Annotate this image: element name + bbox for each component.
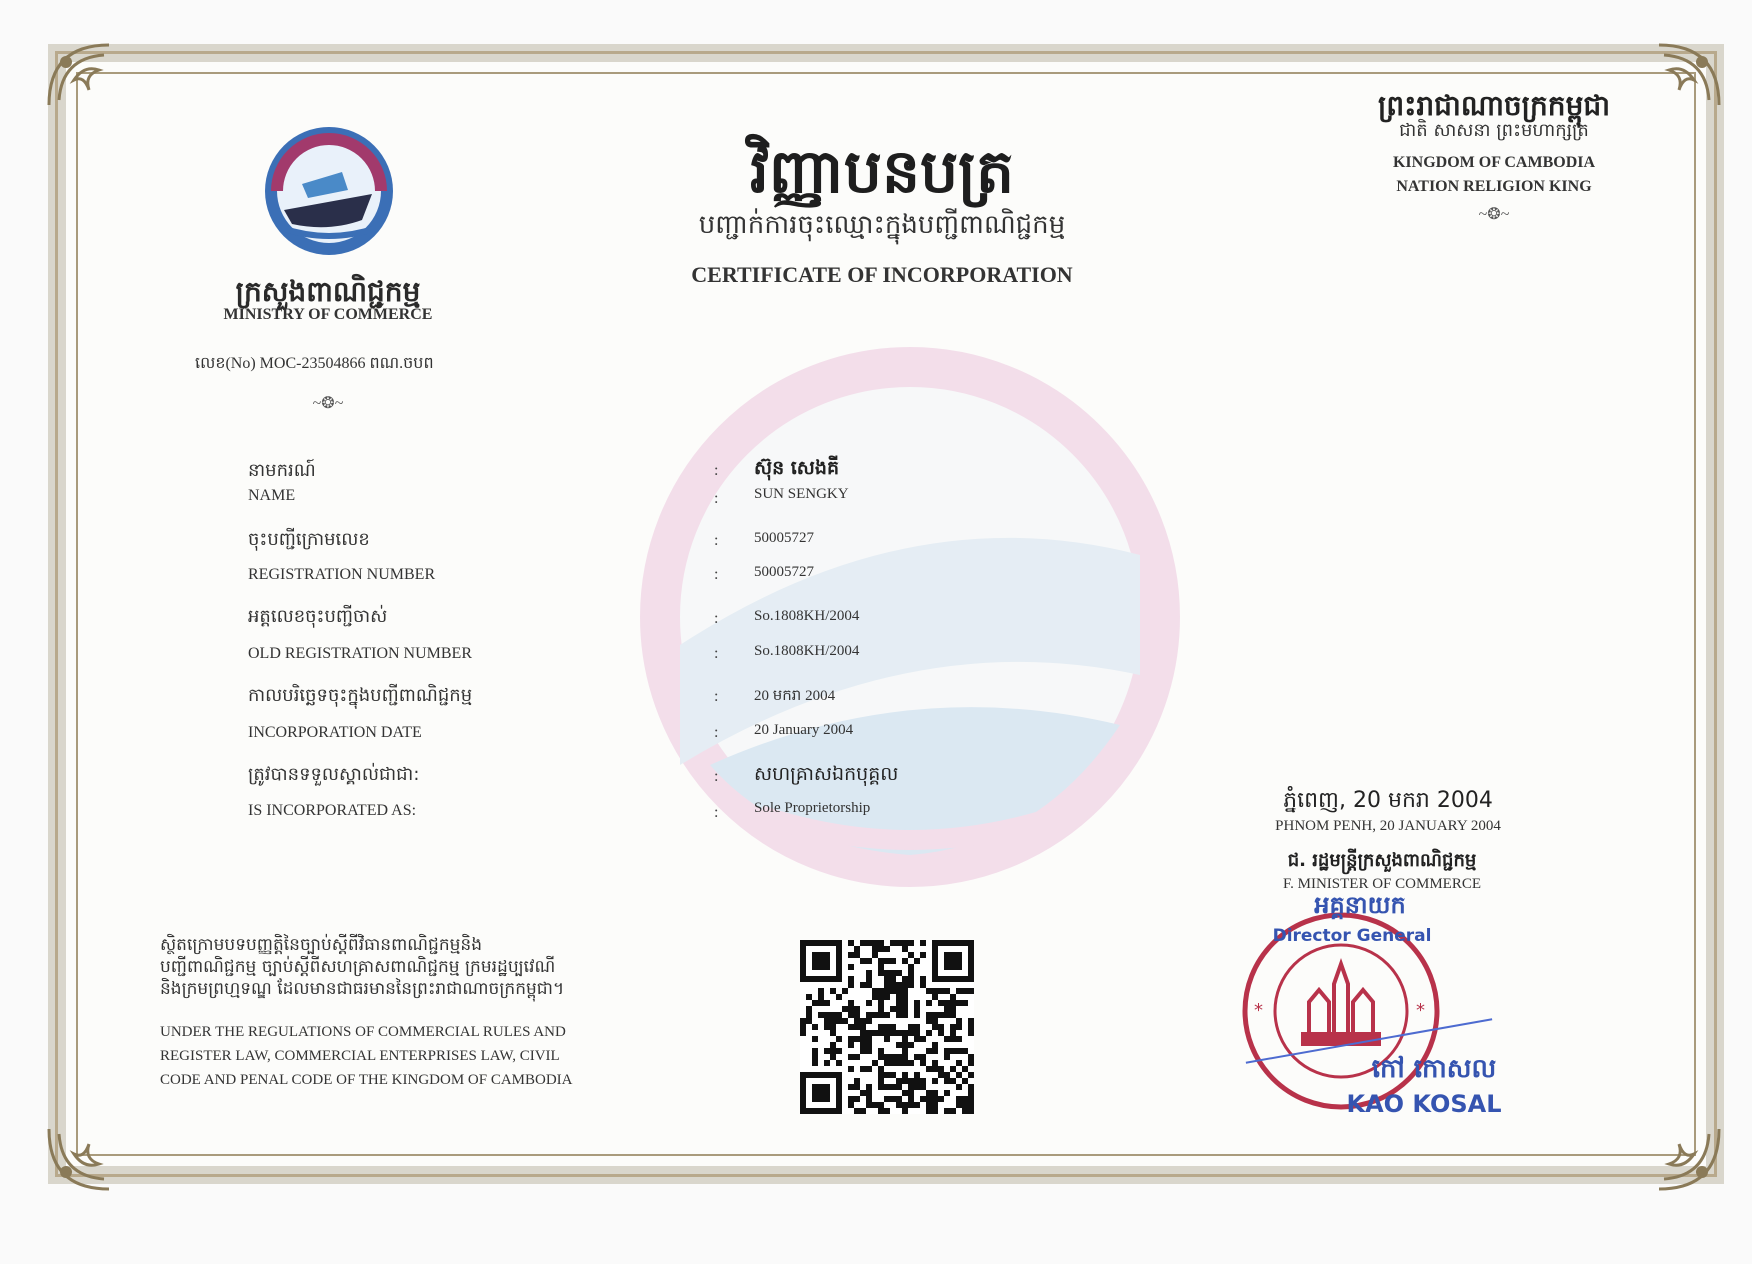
- minister-title-en: F. MINISTER OF COMMERCE: [1283, 876, 1481, 892]
- svg-text:*: *: [1254, 1000, 1263, 1021]
- certificate-subtitle-kh: បញ្ជាក់ការចុះឈ្មោះក្នុងបញ្ជីពាណិជ្ជកម្ម: [698, 210, 1066, 240]
- law-en-line: UNDER THE REGULATIONS OF COMMERCIAL RULES AND: [160, 1024, 566, 1040]
- kingdom-motto-kh: ជាតិ សាសនា ព្រះមហាក្សត្រ: [1399, 120, 1589, 141]
- field-label-kh: កាលបរិច្ឆេទចុះក្នុងបញ្ជីពាណិជ្ជកម្ម: [248, 685, 473, 706]
- ministry-logo: [262, 124, 396, 258]
- field-label-kh: ត្រូវបានទទួលស្គាល់ជាជា:: [248, 764, 420, 785]
- law-text-en: [160, 1020, 573, 1092]
- field-label-kh: នាមករណ៍: [248, 460, 316, 481]
- document-number: លេខ(No) MOC-23504866 ពណ.ចបព: [195, 355, 434, 372]
- field-colon: :: [714, 462, 719, 479]
- verification-qr-code[interactable]: [800, 940, 974, 1114]
- law-text-kh: [160, 934, 564, 1000]
- ministry-ornament: ~❂~: [312, 395, 344, 412]
- field-value-en: So.1808KH/2004: [754, 643, 860, 659]
- field-colon: :: [714, 490, 719, 507]
- field-label-en: REGISTRATION NUMBER: [248, 566, 436, 583]
- field-value-kh: So.1808KH/2004: [754, 608, 860, 624]
- field-value-kh: 20 មករា 2004: [754, 688, 836, 704]
- field-colon: :: [714, 688, 719, 705]
- ministry-watermark: [620, 345, 1200, 890]
- field-colon: :: [714, 610, 719, 627]
- field-label-en: INCORPORATION DATE: [248, 724, 422, 741]
- field-colon: :: [714, 566, 719, 583]
- kingdom-motto-en: NATION RELIGION KING: [1396, 178, 1592, 195]
- field-value-kh: 50005727: [754, 530, 814, 546]
- field-value-en: 50005727: [754, 564, 814, 580]
- signatory-title-kh: អគ្គនាយក: [1314, 891, 1406, 919]
- svg-text:*: *: [1416, 1000, 1425, 1021]
- kingdom-name-en: KINGDOM OF CAMBODIA: [1392, 154, 1596, 171]
- signatory-title-en: Director General: [1272, 926, 1432, 946]
- corner-ornament-bottom-right: [1634, 1124, 1724, 1194]
- kingdom-ornament: ~❂~: [1478, 206, 1510, 223]
- corner-ornament-top-right: [1634, 40, 1724, 110]
- law-en-line: REGISTER LAW, COMMERCIAL ENTERPRISES LAW, CIVIL: [160, 1048, 560, 1064]
- field-value-kh: ស៊ុន សេងគី: [754, 457, 840, 479]
- field-label-en: NAME: [248, 487, 296, 504]
- field-colon: :: [714, 724, 719, 741]
- field-label-kh: អត្តលេខចុះបញ្ជីចាស់: [248, 606, 388, 627]
- field-label-kh: ចុះបញ្ជីក្រោមលេខ: [248, 529, 370, 550]
- minister-title-kh: ជ. រដ្ឋមន្ត្រីក្រសួងពាណិជ្ជកម្ម: [1287, 850, 1477, 871]
- law-kh-line: ស្ថិតក្រោមបទបញ្ញត្តិនៃច្បាប់ស្តីពីវិធានពាណិជ្ជកម្មនិង: [160, 935, 482, 955]
- issue-place-date-en: PHNOM PENH, 20 JANUARY 2004: [1275, 818, 1501, 834]
- issue-place-date-kh: ភ្នំពេញ, 20 មករា 2004: [1283, 788, 1493, 813]
- signer-name-kh: កៅ កោសល: [1371, 1054, 1497, 1084]
- field-colon: :: [714, 768, 719, 785]
- field-label-en: IS INCORPORATED AS:: [248, 802, 417, 819]
- law-kh-line: និងក្រមព្រហ្មទណ្ឌ ដែលមានជាធរមាននៃព្រះរាជាណាចក្រកម្ពុជា។: [160, 979, 565, 999]
- kingdom-name-kh: ព្រះរាជាណាចក្រកម្ពុជា: [1377, 89, 1611, 122]
- field-value-kh: សហគ្រាសឯកបុគ្គល: [754, 763, 899, 785]
- law-en-line: CODE AND PENAL CODE OF THE KINGDOM OF CAMBODIA: [160, 1072, 573, 1088]
- field-colon: :: [714, 804, 719, 821]
- corner-ornament-bottom-left: [44, 1124, 134, 1194]
- ministry-name-en: MINISTRY OF COMMERCE: [223, 306, 433, 323]
- law-kh-line: បញ្ជីពាណិជ្ជកម្ម ច្បាប់ស្តីពីសហគ្រាសពាណិជ្ជកម្ម ក្រមរដ្ឋប្បវេណី: [160, 957, 556, 977]
- certificate-title-kh: វិញ្ញាបនបត្រ: [749, 137, 1015, 207]
- field-colon: :: [714, 532, 719, 549]
- field-value-en: Sole Proprietorship: [754, 800, 871, 816]
- signer-name-en: KAO KOSAL: [1346, 1090, 1502, 1118]
- field-colon: :: [714, 645, 719, 662]
- field-value-en: 20 January 2004: [754, 722, 854, 738]
- field-label-en: OLD REGISTRATION NUMBER: [248, 645, 472, 662]
- certificate-title-en: CERTIFICATE OF INCORPORATION: [691, 262, 1073, 287]
- field-value-en: SUN SENGKY: [754, 486, 849, 502]
- corner-ornament-top-left: [44, 40, 134, 110]
- ministry-name-kh: ក្រសួងពាណិជ្ជកម្ម: [235, 275, 421, 308]
